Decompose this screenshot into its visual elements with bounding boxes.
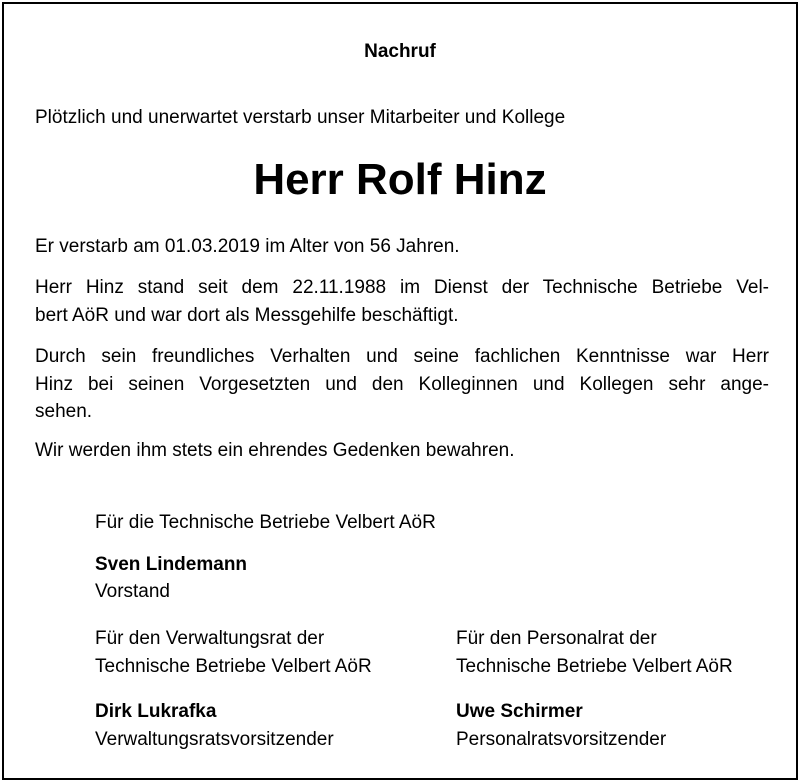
- signature-board-name: Sven Lindemann: [95, 554, 248, 575]
- signature-staff-role: Personalratsvorsitzender: [456, 729, 667, 750]
- paragraph-service-line-1: Herr Hinz stand seit dem 22.11.1988 im Dienst der Technische Betriebe Vel-: [35, 277, 769, 298]
- signature-staff-heading-line-1: Für den Personalrat der: [456, 628, 657, 649]
- obituary-card: [2, 2, 798, 780]
- signature-staff-name: Uwe Schirmer: [456, 701, 583, 722]
- paragraph-tribute-line-1: Durch sein freundliches Verhalten und seine fachlichen Kenntnisse war Herr: [35, 346, 769, 367]
- signature-admin-role: Verwaltungsratsvorsitzender: [95, 729, 334, 750]
- page-title: Nachruf: [364, 41, 436, 62]
- paragraph-death-date: Er verstarb am 01.03.2019 im Alter von 56 Jahren.: [35, 236, 460, 257]
- paragraph-tribute-line-3: sehen.: [35, 401, 93, 422]
- signature-admin-heading-line-1: Für den Verwaltungsrat der: [95, 628, 325, 649]
- paragraph-tribute-line-2: Hinz bei seinen Vorgesetzten und den Kolleginnen und Kollegen sehr ange-: [35, 374, 769, 395]
- paragraph-remembrance: Wir werden ihm stets ein ehrendes Gedenken bewahren.: [35, 440, 515, 461]
- signature-company-line: Für die Technische Betriebe Velbert AöR: [95, 512, 436, 533]
- signature-staff-heading-line-2: Technische Betriebe Velbert AöR: [456, 656, 733, 677]
- intro-text: Plötzlich und unerwartet verstarb unser Mitarbeiter und Kollege: [35, 107, 566, 128]
- paragraph-service-line-2: bert AöR und war dort als Messgehilfe beschäftigt.: [35, 305, 459, 326]
- signature-board-role: Vorstand: [95, 581, 170, 602]
- deceased-name: Herr Rolf Hinz: [253, 155, 547, 204]
- signature-admin-heading-line-2: Technische Betriebe Velbert AöR: [95, 656, 372, 677]
- signature-admin-name: Dirk Lukrafka: [95, 701, 217, 722]
